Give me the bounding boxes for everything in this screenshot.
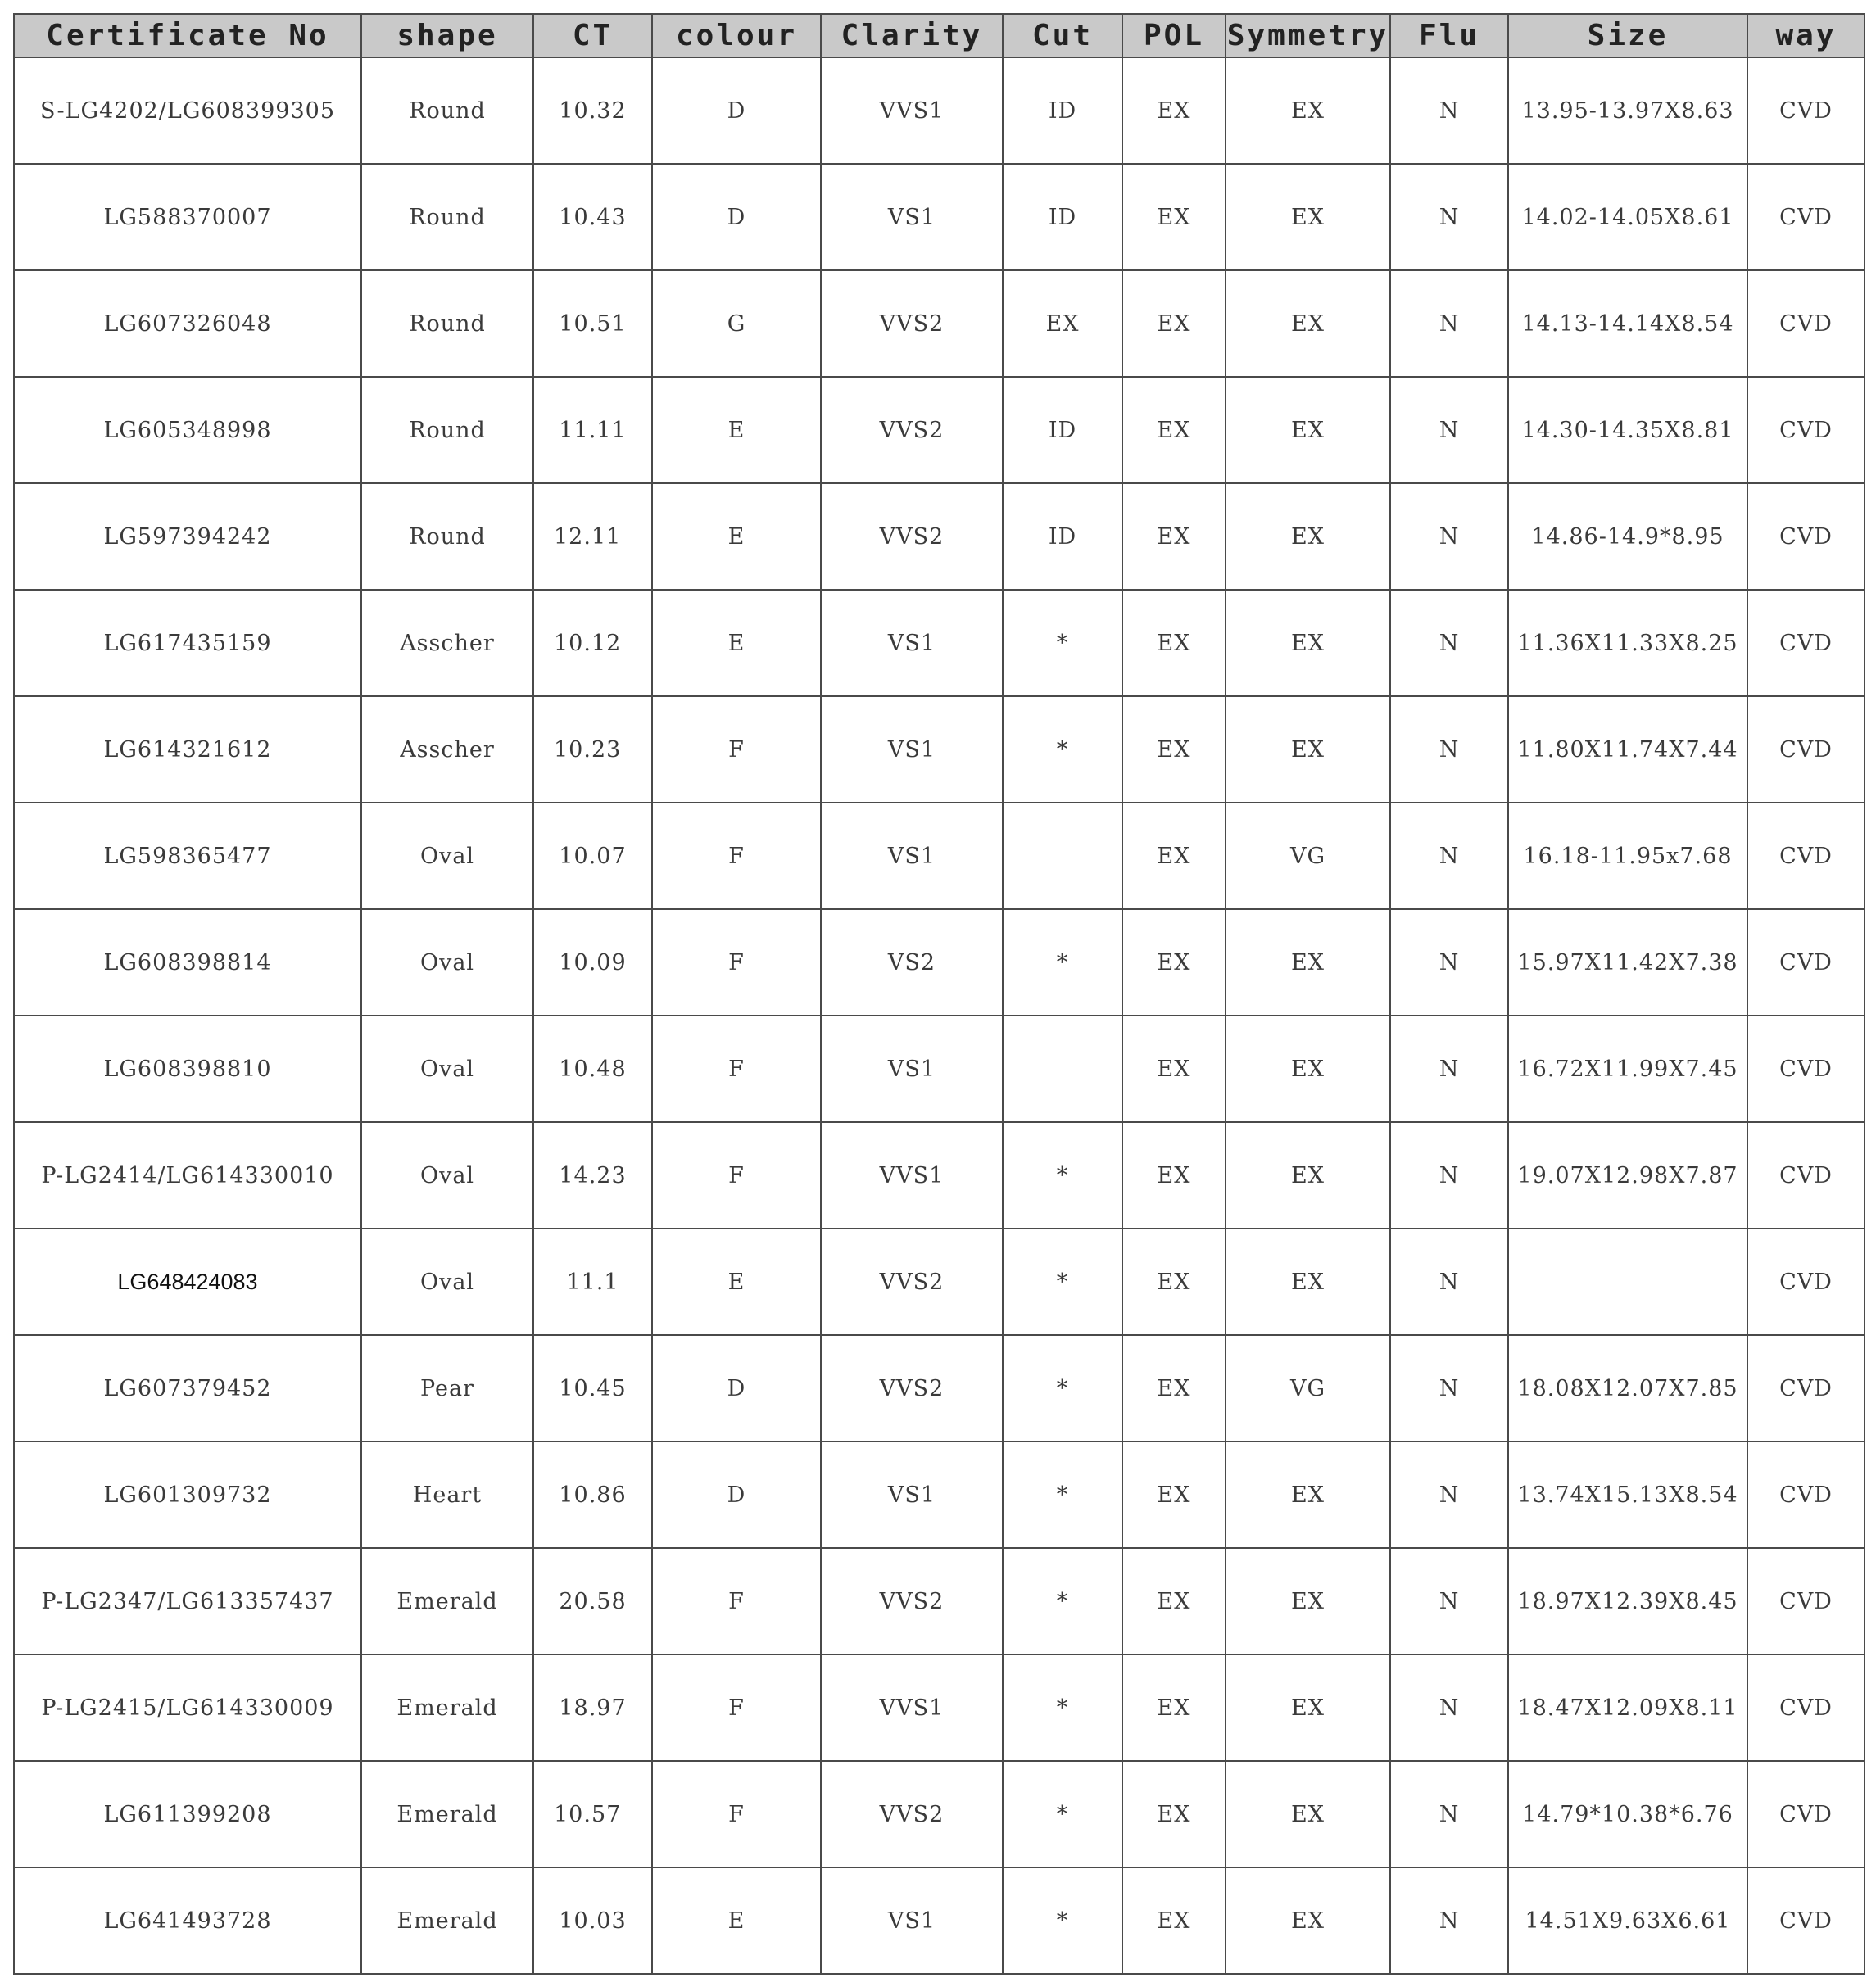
cell-pol: EX [1122, 270, 1226, 377]
cell-symmetry: EX [1226, 1229, 1390, 1335]
cell-shape: Asscher [361, 696, 533, 803]
cell-certificate-no: P-LG2414/LG614330010 [14, 1122, 361, 1229]
header-certificate-no: Certificate No [14, 14, 361, 57]
cell-clarity: VVS1 [821, 57, 1003, 164]
cell-cut: * [1003, 1229, 1122, 1335]
cell-shape: Oval [361, 1122, 533, 1229]
cell-colour: E [652, 483, 821, 590]
cell-pol: EX [1122, 696, 1226, 803]
cell-pol: EX [1122, 377, 1226, 483]
cell-cut: * [1003, 1867, 1122, 1974]
cell-colour: F [652, 1016, 821, 1122]
cell-symmetry: EX [1226, 909, 1390, 1016]
cell-way: CVD [1747, 1442, 1865, 1548]
cell-certificate-no: LG605348998 [14, 377, 361, 483]
cell-colour: F [652, 1654, 821, 1761]
table-row [14, 164, 1865, 270]
cell-flu: N [1390, 1335, 1508, 1442]
cell-way: CVD [1747, 909, 1865, 1016]
cell-pol: EX [1122, 1548, 1226, 1654]
cell-cut: * [1003, 1654, 1122, 1761]
cell-pol: EX [1122, 483, 1226, 590]
cell-size: 14.30-14.35X8.81 [1508, 377, 1747, 483]
cell-clarity: VVS2 [821, 1548, 1003, 1654]
cell-cut: ID [1003, 57, 1122, 164]
cell-flu: N [1390, 57, 1508, 164]
cell-way: CVD [1747, 803, 1865, 909]
cell-symmetry: EX [1226, 1016, 1390, 1122]
cell-shape: Heart [361, 1442, 533, 1548]
cell-ct: 20.58 [533, 1548, 652, 1654]
cell-cut: * [1003, 696, 1122, 803]
cell-pol: EX [1122, 1442, 1226, 1548]
cell-size: 13.95-13.97X8.63 [1508, 57, 1747, 164]
header-pol: POL [1122, 14, 1226, 57]
cell-clarity: VVS2 [821, 1335, 1003, 1442]
cell-certificate-no: LG617435159 [14, 590, 361, 696]
header-size: Size [1508, 14, 1747, 57]
cell-shape: Round [361, 483, 533, 590]
cell-colour: D [652, 57, 821, 164]
cell-flu: N [1390, 1016, 1508, 1122]
cell-ct: 10.86 [533, 1442, 652, 1548]
cell-colour: F [652, 1122, 821, 1229]
cell-colour: F [652, 1548, 821, 1654]
cell-symmetry: EX [1226, 270, 1390, 377]
cell-shape: Emerald [361, 1867, 533, 1974]
cell-flu: N [1390, 270, 1508, 377]
cell-pol: EX [1122, 803, 1226, 909]
cell-cut: * [1003, 909, 1122, 1016]
cell-symmetry: EX [1226, 483, 1390, 590]
table-row [14, 909, 1865, 1016]
cell-symmetry: EX [1226, 1442, 1390, 1548]
cell-pol: EX [1122, 1654, 1226, 1761]
cell-clarity: VVS1 [821, 1122, 1003, 1229]
cell-way: CVD [1747, 590, 1865, 696]
cell-shape: Oval [361, 909, 533, 1016]
cell-clarity: VS1 [821, 1442, 1003, 1548]
table-row [14, 377, 1865, 483]
cell-certificate-no: LG597394242 [14, 483, 361, 590]
table-row [14, 1548, 1865, 1654]
cell-size: 16.72X11.99X7.45 [1508, 1016, 1747, 1122]
cell-pol: EX [1122, 1761, 1226, 1867]
cell-shape: Oval [361, 1229, 533, 1335]
cell-pol: EX [1122, 1122, 1226, 1229]
cell-size: 18.97X12.39X8.45 [1508, 1548, 1747, 1654]
cell-colour: D [652, 1442, 821, 1548]
cell-colour: D [652, 164, 821, 270]
cell-colour: E [652, 1229, 821, 1335]
cell-shape: Emerald [361, 1548, 533, 1654]
cell-way: CVD [1747, 1335, 1865, 1442]
cell-clarity: VVS2 [821, 483, 1003, 590]
cell-way: CVD [1747, 164, 1865, 270]
cell-certificate-no: LG608398810 [14, 1016, 361, 1122]
cell-pol: EX [1122, 1016, 1226, 1122]
table-row [14, 1016, 1865, 1122]
cell-colour: F [652, 696, 821, 803]
cell-ct: 10.12 [533, 590, 652, 696]
cell-shape: Pear [361, 1335, 533, 1442]
cell-symmetry: EX [1226, 377, 1390, 483]
table-row [14, 803, 1865, 909]
cell-size: 16.18-11.95x7.68 [1508, 803, 1747, 909]
cell-size: 19.07X12.98X7.87 [1508, 1122, 1747, 1229]
cell-way: CVD [1747, 1229, 1865, 1335]
cell-shape: Emerald [361, 1761, 533, 1867]
cell-way: CVD [1747, 1867, 1865, 1974]
cell-colour: F [652, 909, 821, 1016]
certificate-sheet [13, 13, 1865, 1975]
cell-certificate-no: LG607326048 [14, 270, 361, 377]
cell-pol: EX [1122, 1335, 1226, 1442]
cell-colour: E [652, 377, 821, 483]
cell-shape: Asscher [361, 590, 533, 696]
cell-clarity: VVS2 [821, 1229, 1003, 1335]
cell-symmetry: EX [1226, 1654, 1390, 1761]
cell-flu: N [1390, 377, 1508, 483]
cell-clarity: VVS2 [821, 1761, 1003, 1867]
cell-pol: EX [1122, 909, 1226, 1016]
cell-flu: N [1390, 803, 1508, 909]
cell-flu: N [1390, 1229, 1508, 1335]
cell-certificate-no: LG608398814 [14, 909, 361, 1016]
cell-cut: * [1003, 590, 1122, 696]
cell-size: 11.36X11.33X8.25 [1508, 590, 1747, 696]
cell-clarity: VS1 [821, 164, 1003, 270]
table-row [14, 270, 1865, 377]
cell-cut: * [1003, 1548, 1122, 1654]
cell-way: CVD [1747, 270, 1865, 377]
cell-cut: * [1003, 1122, 1122, 1229]
cell-size: 14.02-14.05X8.61 [1508, 164, 1747, 270]
cell-certificate-no: LG607379452 [14, 1335, 361, 1442]
header-row [14, 14, 1865, 57]
cell-flu: N [1390, 164, 1508, 270]
cell-shape: Round [361, 270, 533, 377]
cell-shape: Round [361, 57, 533, 164]
table-row [14, 696, 1865, 803]
cell-ct: 11.1 [533, 1229, 652, 1335]
cell-clarity: VVS1 [821, 1654, 1003, 1761]
cell-certificate-no: P-LG2347/LG613357437 [14, 1548, 361, 1654]
cell-cut: EX [1003, 270, 1122, 377]
cell-symmetry: VG [1226, 1335, 1390, 1442]
cell-colour: G [652, 270, 821, 377]
cell-way: CVD [1747, 1122, 1865, 1229]
cell-certificate-no: S-LG4202/LG608399305 [14, 57, 361, 164]
header-colour: colour [652, 14, 821, 57]
cell-way: CVD [1747, 1016, 1865, 1122]
cell-clarity: VS1 [821, 590, 1003, 696]
cell-colour: F [652, 1761, 821, 1867]
cell-size: 14.51X9.63X6.61 [1508, 1867, 1747, 1974]
cell-flu: N [1390, 1122, 1508, 1229]
cell-size: 18.47X12.09X8.11 [1508, 1654, 1747, 1761]
cell-shape: Round [361, 164, 533, 270]
cell-flu: N [1390, 1761, 1508, 1867]
cell-pol: EX [1122, 1229, 1226, 1335]
header-ct: CT [533, 14, 652, 57]
header-clarity: Clarity [821, 14, 1003, 57]
cell-cut: * [1003, 1442, 1122, 1548]
cell-symmetry: EX [1226, 696, 1390, 803]
table-row [14, 483, 1865, 590]
cell-clarity: VVS2 [821, 377, 1003, 483]
cell-certificate-no: LG641493728 [14, 1867, 361, 1974]
cell-cut: ID [1003, 164, 1122, 270]
cell-way: CVD [1747, 1761, 1865, 1867]
table-row [14, 590, 1865, 696]
cell-certificate-no: LG601309732 [14, 1442, 361, 1548]
table-row [14, 1654, 1865, 1761]
table-body [14, 57, 1865, 1974]
cell-ct: 14.23 [533, 1122, 652, 1229]
cell-way: CVD [1747, 696, 1865, 803]
cell-symmetry: VG [1226, 803, 1390, 909]
cell-flu: N [1390, 1548, 1508, 1654]
table-row [14, 1761, 1865, 1867]
cell-pol: EX [1122, 1867, 1226, 1974]
cell-pol: EX [1122, 57, 1226, 164]
cell-colour: E [652, 1867, 821, 1974]
cell-ct: 10.23 [533, 696, 652, 803]
cell-symmetry: EX [1226, 590, 1390, 696]
cell-symmetry: EX [1226, 164, 1390, 270]
cell-flu: N [1390, 909, 1508, 1016]
cell-cut [1003, 1016, 1122, 1122]
cell-certificate-no: LG648424083 [14, 1229, 361, 1335]
cell-clarity: VS1 [821, 1867, 1003, 1974]
cell-clarity: VS1 [821, 803, 1003, 909]
cell-clarity: VVS2 [821, 270, 1003, 377]
cell-cut [1003, 803, 1122, 909]
cell-cut: ID [1003, 377, 1122, 483]
cell-size: 14.79*10.38*6.76 [1508, 1761, 1747, 1867]
cell-size: 14.86-14.9*8.95 [1508, 483, 1747, 590]
cell-way: CVD [1747, 1654, 1865, 1761]
cell-ct: 11.11 [533, 377, 652, 483]
cell-ct: 10.57 [533, 1761, 652, 1867]
cell-cut: ID [1003, 483, 1122, 590]
cell-size [1508, 1229, 1747, 1335]
cell-way: CVD [1747, 1548, 1865, 1654]
cell-pol: EX [1122, 164, 1226, 270]
cell-ct: 10.07 [533, 803, 652, 909]
cell-way: CVD [1747, 377, 1865, 483]
cell-flu: N [1390, 1867, 1508, 1974]
cell-symmetry: EX [1226, 1867, 1390, 1974]
cell-ct: 10.51 [533, 270, 652, 377]
table-row [14, 1229, 1865, 1335]
cell-ct: 10.09 [533, 909, 652, 1016]
cell-size: 13.74X15.13X8.54 [1508, 1442, 1747, 1548]
cell-flu: N [1390, 483, 1508, 590]
cell-ct: 10.48 [533, 1016, 652, 1122]
cell-certificate-no: P-LG2415/LG614330009 [14, 1654, 361, 1761]
cell-size: 15.97X11.42X7.38 [1508, 909, 1747, 1016]
header-way: way [1747, 14, 1865, 57]
cell-shape: Emerald [361, 1654, 533, 1761]
cell-colour: F [652, 803, 821, 909]
cell-way: CVD [1747, 483, 1865, 590]
cell-colour: D [652, 1335, 821, 1442]
cell-certificate-no: LG611399208 [14, 1761, 361, 1867]
cell-ct: 12.11 [533, 483, 652, 590]
cell-ct: 10.45 [533, 1335, 652, 1442]
cell-symmetry: EX [1226, 1122, 1390, 1229]
cell-flu: N [1390, 1442, 1508, 1548]
cell-certificate-no: LG588370007 [14, 164, 361, 270]
cell-size: 14.13-14.14X8.54 [1508, 270, 1747, 377]
cell-clarity: VS2 [821, 909, 1003, 1016]
header-symmetry: Symmetry [1226, 14, 1390, 57]
cell-size: 18.08X12.07X7.85 [1508, 1335, 1747, 1442]
cell-flu: N [1390, 1654, 1508, 1761]
cell-clarity: VS1 [821, 696, 1003, 803]
cell-shape: Oval [361, 803, 533, 909]
cell-pol: EX [1122, 590, 1226, 696]
table-row [14, 1335, 1865, 1442]
cell-ct: 10.32 [533, 57, 652, 164]
header-shape: shape [361, 14, 533, 57]
cell-size: 11.80X11.74X7.44 [1508, 696, 1747, 803]
cell-ct: 10.03 [533, 1867, 652, 1974]
cell-clarity: VS1 [821, 1016, 1003, 1122]
cell-certificate-no: LG598365477 [14, 803, 361, 909]
table-row [14, 1442, 1865, 1548]
cell-ct: 18.97 [533, 1654, 652, 1761]
cell-way: CVD [1747, 57, 1865, 164]
table-row [14, 57, 1865, 164]
cell-cut: * [1003, 1335, 1122, 1442]
header-flu: Flu [1390, 14, 1508, 57]
table-row [14, 1122, 1865, 1229]
cell-symmetry: EX [1226, 57, 1390, 164]
diamond-inventory-table [13, 13, 1865, 1975]
cell-symmetry: EX [1226, 1548, 1390, 1654]
cell-certificate-no: LG614321612 [14, 696, 361, 803]
cell-cut: * [1003, 1761, 1122, 1867]
cell-shape: Oval [361, 1016, 533, 1122]
table-row [14, 1867, 1865, 1974]
cell-flu: N [1390, 590, 1508, 696]
cell-flu: N [1390, 696, 1508, 803]
cell-colour: E [652, 590, 821, 696]
cell-shape: Round [361, 377, 533, 483]
cell-symmetry: EX [1226, 1761, 1390, 1867]
cell-ct: 10.43 [533, 164, 652, 270]
header-cut: Cut [1003, 14, 1122, 57]
